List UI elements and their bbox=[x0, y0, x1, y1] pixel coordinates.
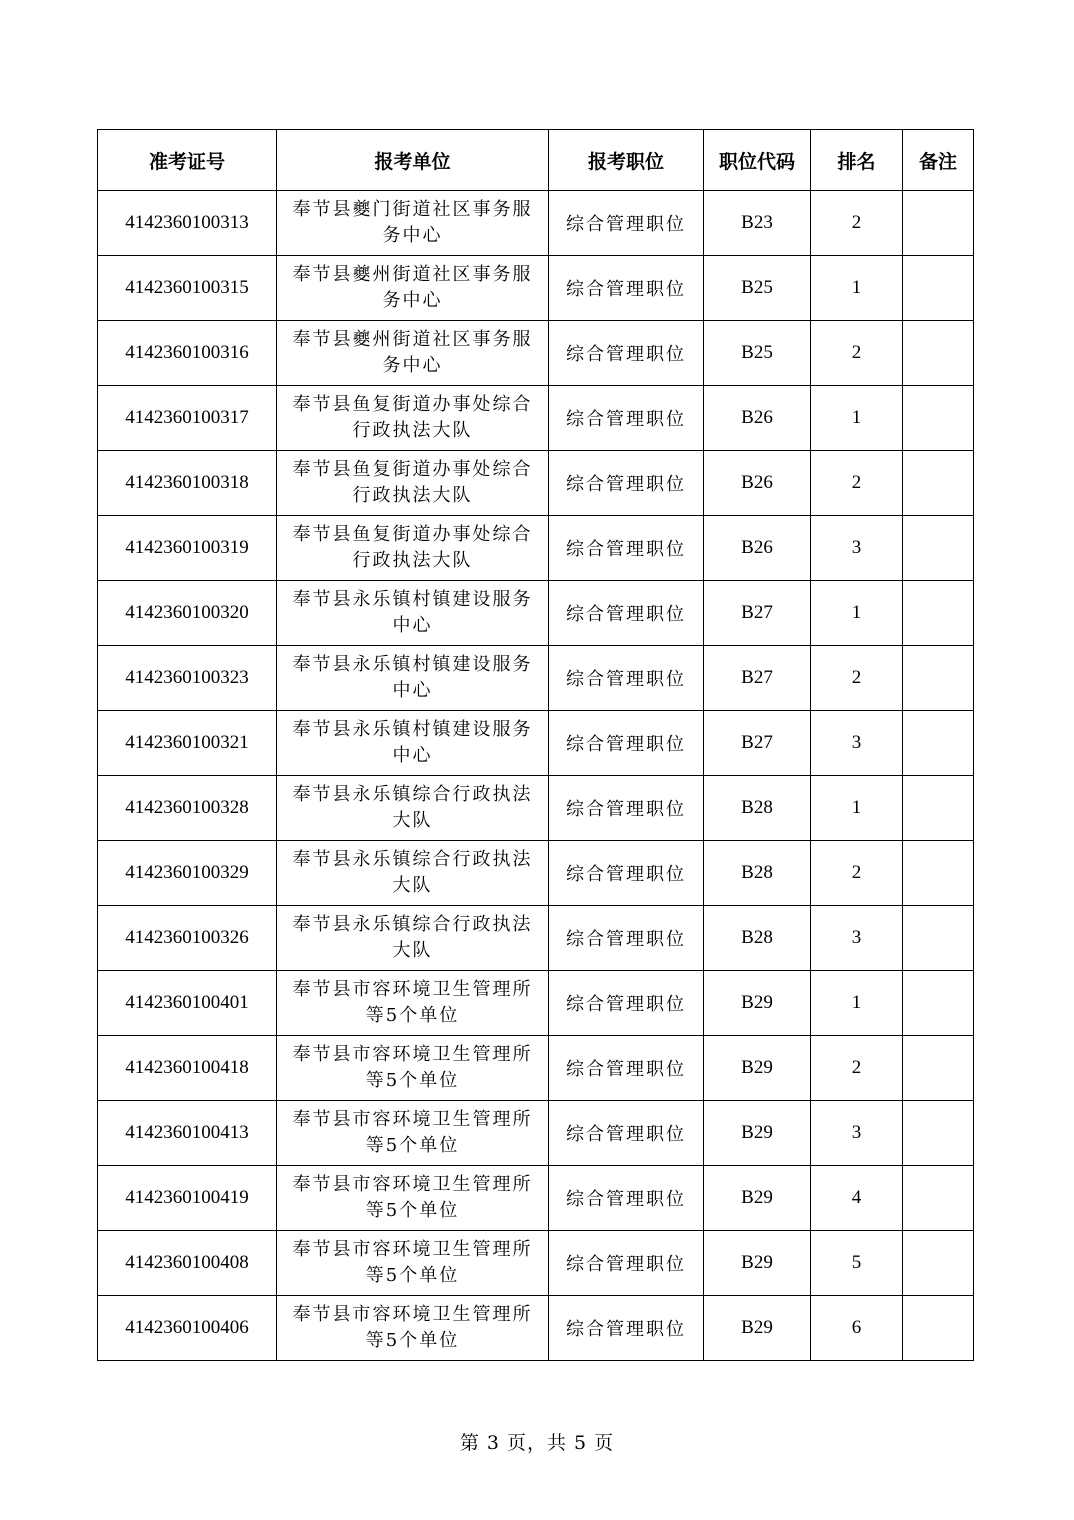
cell-position: 综合管理职位 bbox=[549, 1231, 704, 1296]
table-row bbox=[98, 321, 974, 386]
cell-remark bbox=[903, 841, 974, 906]
cell-code: B25 bbox=[704, 321, 811, 386]
cell-ticket: 4142360100313 bbox=[98, 191, 277, 256]
cell-unit: 奉节县市容环境卫生管理所等5个单位 bbox=[277, 1166, 549, 1231]
cell-remark bbox=[903, 776, 974, 841]
header-ticket: 准考证号 bbox=[98, 130, 277, 191]
cell-rank: 1 bbox=[811, 581, 903, 646]
cell-unit: 奉节县永乐镇村镇建设服务中心 bbox=[277, 711, 549, 776]
cell-remark bbox=[903, 1101, 974, 1166]
table-row bbox=[98, 906, 974, 971]
cell-ticket: 4142360100321 bbox=[98, 711, 277, 776]
cell-rank: 2 bbox=[811, 1036, 903, 1101]
cell-rank: 2 bbox=[811, 646, 903, 711]
cell-unit: 奉节县鱼复街道办事处综合行政执法大队 bbox=[277, 516, 549, 581]
cell-unit: 奉节县夔州街道社区事务服务中心 bbox=[277, 321, 549, 386]
cell-rank: 3 bbox=[811, 1101, 903, 1166]
cell-rank: 2 bbox=[811, 841, 903, 906]
cell-ticket: 4142360100326 bbox=[98, 906, 277, 971]
cell-unit: 奉节县市容环境卫生管理所等5个单位 bbox=[277, 971, 549, 1036]
cell-unit: 奉节县市容环境卫生管理所等5个单位 bbox=[277, 1296, 549, 1361]
table-row bbox=[98, 191, 974, 256]
cell-ticket: 4142360100316 bbox=[98, 321, 277, 386]
table-row bbox=[98, 581, 974, 646]
cell-code: B29 bbox=[704, 1166, 811, 1231]
table-row bbox=[98, 971, 974, 1036]
cell-rank: 3 bbox=[811, 906, 903, 971]
cell-position: 综合管理职位 bbox=[549, 1296, 704, 1361]
cell-ticket: 4142360100328 bbox=[98, 776, 277, 841]
cell-code: B27 bbox=[704, 581, 811, 646]
cell-code: B29 bbox=[704, 1296, 811, 1361]
cell-unit: 奉节县市容环境卫生管理所等5个单位 bbox=[277, 1101, 549, 1166]
cell-remark bbox=[903, 451, 974, 516]
cell-position: 综合管理职位 bbox=[549, 646, 704, 711]
cell-unit: 奉节县市容环境卫生管理所等5个单位 bbox=[277, 1231, 549, 1296]
cell-code: B27 bbox=[704, 711, 811, 776]
cell-ticket: 4142360100320 bbox=[98, 581, 277, 646]
cell-code: B26 bbox=[704, 516, 811, 581]
cell-remark bbox=[903, 321, 974, 386]
cell-position: 综合管理职位 bbox=[549, 256, 704, 321]
table-row bbox=[98, 776, 974, 841]
header-position: 报考职位 bbox=[549, 130, 704, 191]
cell-ticket: 4142360100413 bbox=[98, 1101, 277, 1166]
cell-code: B28 bbox=[704, 906, 811, 971]
cell-unit: 奉节县夔门街道社区事务服务中心 bbox=[277, 191, 549, 256]
cell-code: B28 bbox=[704, 776, 811, 841]
cell-position: 综合管理职位 bbox=[549, 516, 704, 581]
cell-ticket: 4142360100401 bbox=[98, 971, 277, 1036]
cell-ticket: 4142360100317 bbox=[98, 386, 277, 451]
table-row bbox=[98, 1166, 974, 1231]
cell-position: 综合管理职位 bbox=[549, 906, 704, 971]
header-remark: 备注 bbox=[903, 130, 974, 191]
cell-code: B25 bbox=[704, 256, 811, 321]
table-row bbox=[98, 256, 974, 321]
cell-unit: 奉节县永乐镇村镇建设服务中心 bbox=[277, 646, 549, 711]
table-row bbox=[98, 451, 974, 516]
cell-position: 综合管理职位 bbox=[549, 841, 704, 906]
cell-rank: 6 bbox=[811, 1296, 903, 1361]
cell-remark bbox=[903, 581, 974, 646]
cell-unit: 奉节县夔州街道社区事务服务中心 bbox=[277, 256, 549, 321]
cell-position: 综合管理职位 bbox=[549, 1166, 704, 1231]
results-sheet bbox=[97, 129, 973, 1361]
header-code: 职位代码 bbox=[704, 130, 811, 191]
cell-ticket: 4142360100418 bbox=[98, 1036, 277, 1101]
cell-position: 综合管理职位 bbox=[549, 451, 704, 516]
cell-rank: 2 bbox=[811, 321, 903, 386]
cell-position: 综合管理职位 bbox=[549, 386, 704, 451]
cell-ticket: 4142360100408 bbox=[98, 1231, 277, 1296]
cell-ticket: 4142360100329 bbox=[98, 841, 277, 906]
cell-rank: 3 bbox=[811, 711, 903, 776]
cell-rank: 2 bbox=[811, 451, 903, 516]
header-unit: 报考单位 bbox=[277, 130, 549, 191]
table-row bbox=[98, 1101, 974, 1166]
cell-code: B26 bbox=[704, 451, 811, 516]
cell-position: 综合管理职位 bbox=[549, 1101, 704, 1166]
cell-remark bbox=[903, 1166, 974, 1231]
page-footer: 第 3 页，共 5 页 bbox=[459, 1432, 615, 1454]
cell-code: B29 bbox=[704, 1036, 811, 1101]
cell-code: B23 bbox=[704, 191, 811, 256]
cell-remark bbox=[903, 256, 974, 321]
cell-ticket: 4142360100319 bbox=[98, 516, 277, 581]
cell-unit: 奉节县鱼复街道办事处综合行政执法大队 bbox=[277, 451, 549, 516]
cell-code: B29 bbox=[704, 971, 811, 1036]
cell-remark bbox=[903, 516, 974, 581]
cell-unit: 奉节县永乐镇村镇建设服务中心 bbox=[277, 581, 549, 646]
cell-unit: 奉节县永乐镇综合行政执法大队 bbox=[277, 776, 549, 841]
cell-rank: 1 bbox=[811, 971, 903, 1036]
cell-rank: 2 bbox=[811, 191, 903, 256]
cell-remark bbox=[903, 1296, 974, 1361]
cell-remark bbox=[903, 1036, 974, 1101]
cell-unit: 奉节县永乐镇综合行政执法大队 bbox=[277, 906, 549, 971]
results-table bbox=[97, 129, 974, 1361]
cell-ticket: 4142360100315 bbox=[98, 256, 277, 321]
cell-unit: 奉节县市容环境卫生管理所等5个单位 bbox=[277, 1036, 549, 1101]
table-row bbox=[98, 841, 974, 906]
cell-code: B28 bbox=[704, 841, 811, 906]
cell-remark bbox=[903, 646, 974, 711]
table-row bbox=[98, 516, 974, 581]
cell-rank: 1 bbox=[811, 776, 903, 841]
cell-position: 综合管理职位 bbox=[549, 1036, 704, 1101]
cell-position: 综合管理职位 bbox=[549, 581, 704, 646]
cell-position: 综合管理职位 bbox=[549, 776, 704, 841]
cell-code: B29 bbox=[704, 1101, 811, 1166]
cell-position: 综合管理职位 bbox=[549, 321, 704, 386]
cell-unit: 奉节县鱼复街道办事处综合行政执法大队 bbox=[277, 386, 549, 451]
cell-ticket: 4142360100406 bbox=[98, 1296, 277, 1361]
table-row bbox=[98, 386, 974, 451]
cell-remark bbox=[903, 191, 974, 256]
table-header-row bbox=[98, 130, 974, 191]
cell-rank: 1 bbox=[811, 386, 903, 451]
table-body bbox=[98, 191, 974, 1361]
cell-code: B29 bbox=[704, 1231, 811, 1296]
cell-position: 综合管理职位 bbox=[549, 191, 704, 256]
cell-rank: 1 bbox=[811, 256, 903, 321]
cell-code: B26 bbox=[704, 386, 811, 451]
cell-remark bbox=[903, 971, 974, 1036]
cell-ticket: 4142360100323 bbox=[98, 646, 277, 711]
cell-remark bbox=[903, 1231, 974, 1296]
header-rank: 排名 bbox=[811, 130, 903, 191]
cell-rank: 5 bbox=[811, 1231, 903, 1296]
cell-position: 综合管理职位 bbox=[549, 711, 704, 776]
cell-ticket: 4142360100419 bbox=[98, 1166, 277, 1231]
cell-rank: 4 bbox=[811, 1166, 903, 1231]
cell-remark bbox=[903, 386, 974, 451]
cell-remark bbox=[903, 711, 974, 776]
cell-ticket: 4142360100318 bbox=[98, 451, 277, 516]
cell-remark bbox=[903, 906, 974, 971]
cell-code: B27 bbox=[704, 646, 811, 711]
cell-rank: 3 bbox=[811, 516, 903, 581]
table-row bbox=[98, 711, 974, 776]
table-row bbox=[98, 1036, 974, 1101]
cell-position: 综合管理职位 bbox=[549, 971, 704, 1036]
cell-unit: 奉节县永乐镇综合行政执法大队 bbox=[277, 841, 549, 906]
table-row bbox=[98, 646, 974, 711]
table-row bbox=[98, 1231, 974, 1296]
table-row bbox=[98, 1296, 974, 1361]
